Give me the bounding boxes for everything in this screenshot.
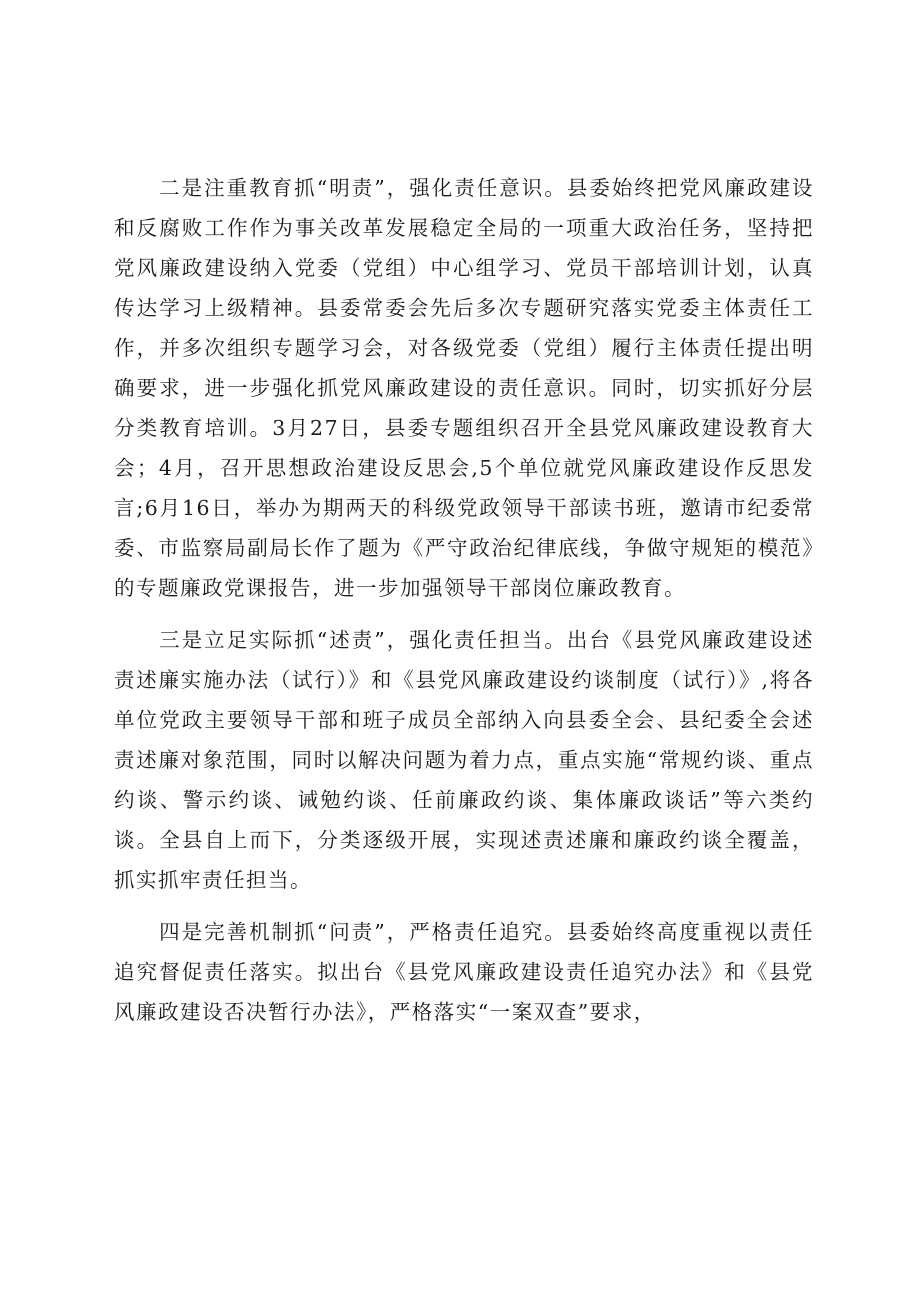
- document-body: [114, 168, 814, 1044]
- paragraph-reporting: 三是立足实际抓“述责”，强化责任担当。出台《县党风廉政建设述责述廉实施办法（试行）》和《县党风廉政建设约谈制度（试行）》,将各单位党政主要领导干部和班子成员全部纳入向县委全会、县纪委全会述责述廉对象范围，同时以解决问题为着力点，重点实施“常规约谈、重点约谈、警示约谈、诫勉约谈、任前廉政约谈、集体廉政谈话”等六类约谈。全县自上而下，分类逐级开展，实现述责述廉和廉政约谈全覆盖，抓实抓牢责任担当。: [114, 628, 814, 892]
- paragraph-accountability: 四是完善机制抓“问责”，严格责任追究。县委始终高度重视以责任追究督促责任落实。拟出台《县党风廉政建设责任追究办法》和《县党风廉政建设否决暂行办法》，严格落实“一案双查”要求，: [114, 920, 814, 1024]
- paragraph-education: 二是注重教育抓“明责”，强化责任意识。县委始终把党风廉政建设和反腐败工作作为事关改革发展稳定全局的一项重大政治任务，坚持把党风廉政建设纳入党委（党组）中心组学习、党员干部培训计划，认真传达学习上级精神。县委常委会先后多次专题研究落实党委主体责任工作，并多次组织专题学习会，对各级党委（党组）履行主体责任提出明确要求，进一步强化抓党风廉政建设的责任意识。同时，切实抓好分层分类教育培训。3月27日，县委专题组织召开全县党风廉政建设教育大会；4月，召开思想政治建设反思会,5个单位就党风廉政建设作反思发言;6月16日，举办为期两天的科级党政领导干部读书班，邀请市纪委常委、市监察局副局长作了题为《严守政治纪律底线，争做守规矩的模范》的专题廉政党课报告，进一步加强领导干部岗位廉政教育。: [114, 176, 814, 600]
